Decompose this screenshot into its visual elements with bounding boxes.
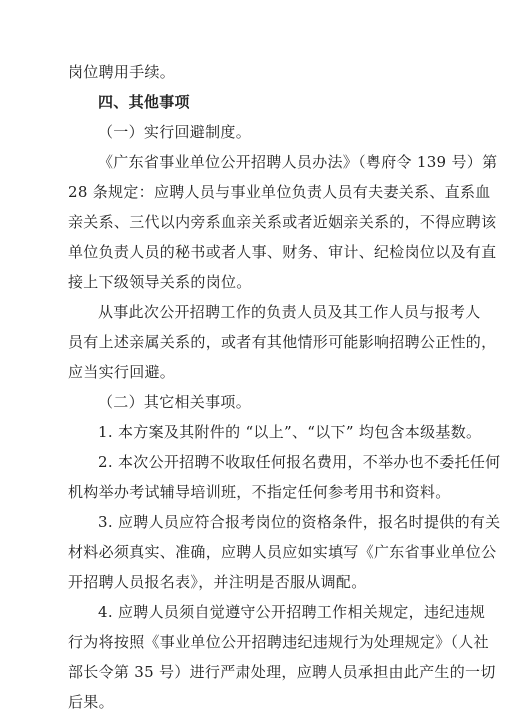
paragraph-line: 行为将按照《事业单位公开招聘违纪违规行为处理规定》（人社 [68, 633, 489, 651]
list-item: 1. 本方案及其附件的 “以上”、“以下” 均包含本级基数。 [98, 423, 482, 441]
list-item: 4. 应聘人员须自觉遵守公开招聘工作相关规定，违纪违规 [98, 603, 486, 621]
subsection-heading: （二）其它相关事项。 [98, 393, 252, 411]
list-item: 3. 应聘人员应符合报考岗位的资格条件，报名时提供的有关 [98, 513, 501, 531]
paragraph-line: 28 条规定：应聘人员与事业单位负责人员有夫妻关系、直系血 [68, 183, 491, 201]
paragraph-line: 开招聘人员报名表》，并注明是否服从调配。 [68, 573, 367, 591]
paragraph-line: 从事此次公开招聘工作的负责人员及其工作人员与报考人 [98, 303, 481, 321]
paragraph-line: 接上下级领导关系的岗位。 [68, 273, 252, 291]
paragraph-line: 后果。 [68, 693, 114, 711]
paragraph-line: 机构举办考试辅导培训班，不指定任何参考用书和资料。 [68, 483, 451, 501]
paragraph-line: 《广东省事业单位公开招聘人员办法》（粤府令 139 号）第 [98, 153, 498, 171]
list-item: 2. 本次公开招聘不收取任何报名费用，不举办也不委托任何 [98, 453, 501, 471]
paragraph-line: 应当实行回避。 [68, 363, 176, 381]
paragraph-line: 亲关系、三代以内旁系血亲关系或者近姻亲关系的，不得应聘该 [68, 213, 497, 231]
paragraph-line: 部长令第 35 号）进行严肃处理，应聘人员承担由此产生的一切 [68, 663, 496, 681]
subsection-heading: （一）实行回避制度。 [98, 123, 252, 141]
paragraph-line: 材料必须真实、准确，应聘人员应如实填写《广东省事业单位公 [68, 543, 497, 561]
paragraph-line: 单位负责人员的秘书或者人事、财务、审计、纪检岗位以及有直 [68, 243, 497, 261]
paragraph-line: 员有上述亲属关系的，或者有其他情形可能影响招聘公正性的， [68, 333, 497, 351]
section-heading: 四、其他事项 [98, 93, 190, 111]
paragraph-line: 岗位聘用手续。 [68, 63, 176, 81]
